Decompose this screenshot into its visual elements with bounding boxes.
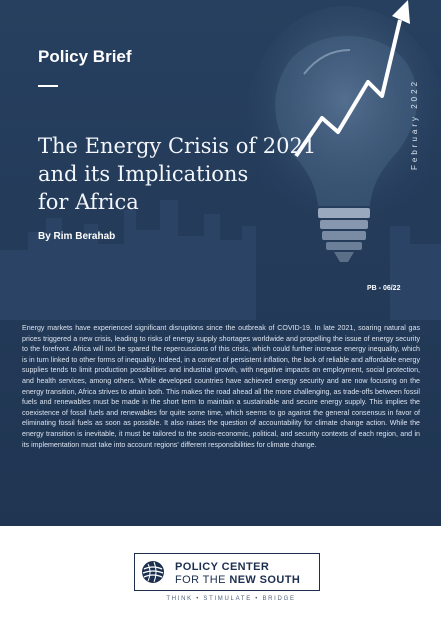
globe-mark-icon xyxy=(140,559,166,585)
logo-tagline: THINK • STIMULATE • BRIDGE xyxy=(166,596,296,602)
abstract-text: Energy markets have experienced significant disruptions since the outbreak of COVID-19. In late 2021, soaring natural gas prices triggered a new crisis, leading to risks of energy supply shortages worldwide and propelling the issue of energy security to the forefront. Africa will not be spared the repercussions of this crisis, which could further increase energy inequality, which is in turn linked to other forms of inequality. Indeed, in a context of persistent inflation, the lack of reliable and affordable energy supplies tends to limit production possibilities and industrial growth, with negative impacts on employment, social protection, and health services, among others. While developed countries have achieved energy security and are now focusing on the energy transition, Africa strives to attain both. This makes the road ahead all the more challenging, as trade-offs between fossil fuels and renewables must be made in the short term to maintain a sustainable and secure energy supply. This implies the coexistence of fossil fuels and renewables for quite some time, which seems to go against the general consensus in favor of eliminating fossil fuels as soon as possible. It also raises the question of accountability for climate change action. While the energy transition is inevitable, it must be tailored to the socio-economic, political, and security contexts of each region, and in its implementation must take into account regions' different responsibilities for climate change. xyxy=(22,324,420,449)
publication-date: February 2022 xyxy=(410,78,419,170)
author-line: By Rim Berahab xyxy=(38,231,116,242)
document-title xyxy=(38,132,338,216)
document-id: PB - 06/22 xyxy=(367,285,401,292)
title-rule xyxy=(38,85,58,87)
logo-line2-bold: NEW SOUTH xyxy=(229,574,301,586)
title-line: and its Implications xyxy=(38,162,249,187)
logo-line2-prefix: FOR THE xyxy=(175,574,230,586)
logo-name-line1: POLICY CENTER xyxy=(175,561,270,573)
publisher-logo xyxy=(118,553,348,609)
logo-name-line2 xyxy=(175,574,300,586)
title-line: The Energy Crisis of 2021 xyxy=(38,134,317,159)
series-label: Policy Brief xyxy=(38,47,132,66)
logo-frame xyxy=(134,553,320,591)
title-line: for Africa xyxy=(38,190,139,215)
